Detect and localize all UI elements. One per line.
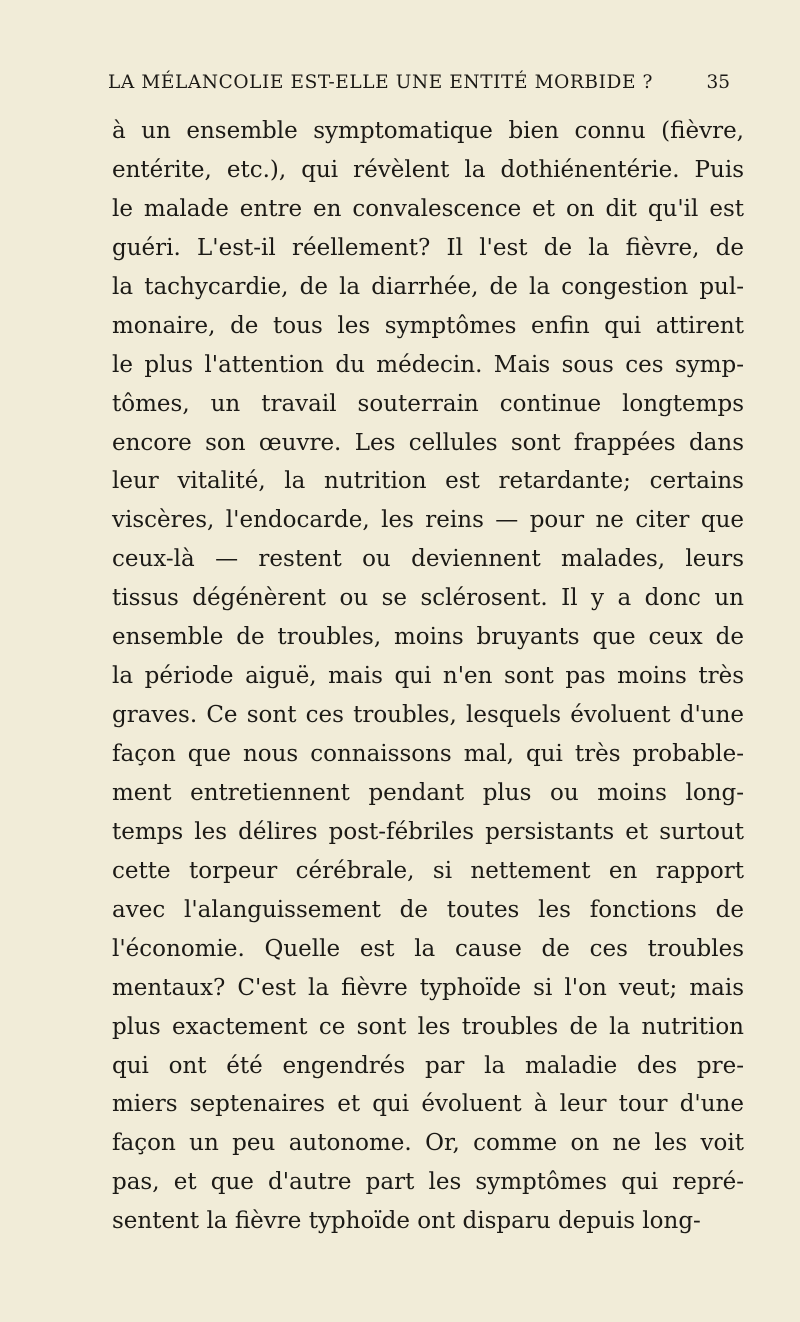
text-line: tissus dégénèrent ou se sclérosent. Il y a donc un (112, 585, 744, 612)
text-line: ceux-là — restent ou deviennent malades, leurs (112, 546, 744, 573)
text-line: sentent la fièvre typhoïde ont disparu depuis long- (112, 1208, 701, 1235)
text-line: cette torpeur cérébrale, si nettement en rapport (112, 857, 744, 884)
text-line: plus exactement ce sont les troubles de la nutrition (112, 1013, 744, 1040)
page-number: 35 (706, 72, 730, 93)
text-line: le plus l'attention du médecin. Mais sous ces symp- (112, 351, 744, 378)
text-line: encore son œuvre. Les cellules sont frappées dans (112, 429, 744, 456)
running-title: LA MÉLANCOLIE EST-ELLE UNE ENTITÉ MORBIDE ? (108, 72, 654, 93)
text-line: à un ensemble symptomatique bien connu (fièvre, (112, 118, 744, 144)
text-line: miers septenaires et qui évoluent à leur tour d'une (112, 1091, 744, 1118)
text-line: tômes, un travail souterrain continue longtemps (112, 390, 744, 417)
text-line: avec l'alanguissement de toutes les fonctions de (112, 896, 744, 923)
text-line: façon que nous connaissons mal, qui très probable- (112, 741, 744, 767)
text-line: leur vitalité, la nutrition est retardante; certains (112, 468, 744, 495)
page-header (100, 72, 730, 100)
text-line: façon un peu autonome. Or, comme on ne les voit (112, 1130, 744, 1157)
text-line: graves. Ce sont ces troubles, lesquels évoluent d'une (112, 702, 744, 729)
text-line: monaire, de tous les symptômes enfin qui attirent (112, 312, 744, 339)
text-line: qui ont été engendrés par la maladie des pre- (112, 1052, 744, 1079)
text-line: mentaux? C'est la fièvre typhoïde si l'on veut; mais (112, 974, 744, 1001)
text-line: guéri. L'est-il réellement? Il l'est de la fièvre, de (112, 234, 744, 261)
body-text (112, 112, 744, 1241)
text-line: ment entretiennent pendant plus ou moins long- (112, 779, 744, 806)
text-line: viscères, l'endocarde, les reins — pour ne citer que (112, 507, 744, 534)
text-line: temps les délires post-fébriles persistants et surtout (112, 818, 744, 845)
text-line: le malade entre en convalescence et on dit qu'il est (112, 195, 744, 222)
text-line: la tachycardie, de la diarrhée, de la congestion pul- (112, 273, 744, 300)
text-line: la période aiguë, mais qui n'en sont pas moins très (112, 663, 744, 690)
text-line: ensemble de troubles, moins bruyants que ceux de (112, 624, 744, 651)
text-line: entérite, etc.), qui révèlent la dothiénentérie. Puis (112, 156, 744, 183)
text-line: l'économie. Quelle est la cause de ces troubles (112, 935, 744, 962)
text-line: pas, et que d'autre part les symptômes qui repré- (112, 1169, 744, 1196)
